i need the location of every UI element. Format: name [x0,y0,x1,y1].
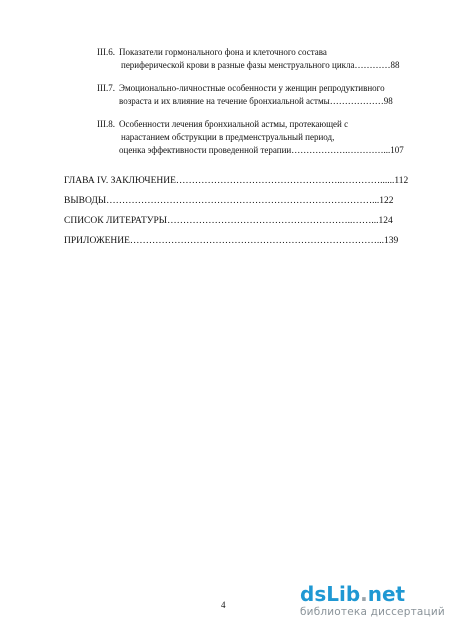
toc-chapter-conclusions: ВЫВОДЫ…………………………………………………………………………...122 [64,196,394,206]
section-number: III.7. [97,83,115,93]
toc-entry-iii-6 [97,46,400,72]
toc-line: Особенности лечения бронхиальной астмы, протекающей с [119,119,349,129]
section-number: III.8. [97,119,115,129]
dslib-watermark [300,583,445,618]
toc-entry-iii-8 [97,118,404,157]
watermark-logo: dsLib.net [300,582,406,606]
toc-line: нарастанием обструкции в предменструальный период, [121,132,335,142]
toc-line: Эмоционально-личностные особенности у женщин репродуктивного [119,83,385,93]
toc-line: периферической крови в разные фазы менструального цикла…………88 [121,60,400,70]
section-number: III.6. [97,47,115,57]
toc-chapter-references: СПИСОК ЛИТЕРАТУРЫ…………………………………………………..……...124 [64,216,393,226]
watermark-subtitle: библиотека диссертаций [300,606,445,618]
toc-chapter-appendix: ПРИЛОЖЕНИЕ……………………………………………………………………...139 [64,236,399,246]
toc-line: Показатели гормонального фона и клеточного состава [119,47,327,57]
toc-line: оценка эффективности проведенной терапии……………….…………...107 [119,145,404,155]
toc-chapter-conclusion: ГЛАВА IV. ЗАКЛЮЧЕНИЕ……………………………………………..…………......112 [64,176,409,186]
toc-line: возраста и их влияние на течение бронхиальной астмы………………98 [119,96,393,106]
page-number: 4 [221,600,226,610]
toc-entry-iii-7 [97,82,393,108]
